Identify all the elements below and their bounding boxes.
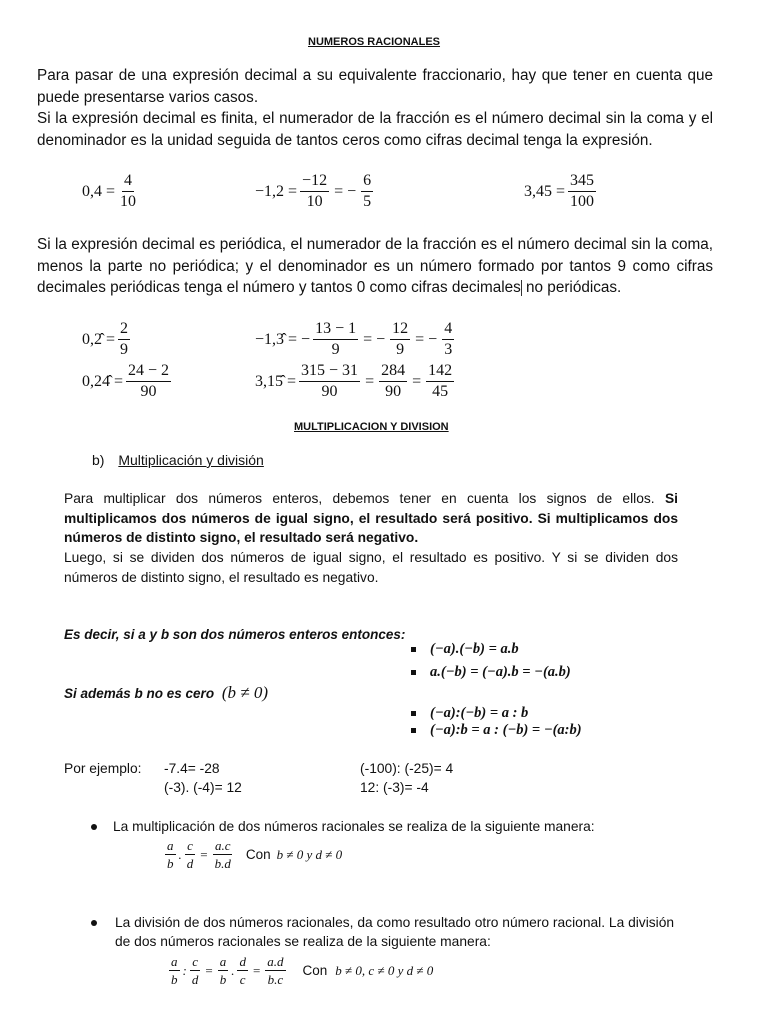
fraction xyxy=(568,172,596,211)
operator: : xyxy=(182,962,187,978)
fraction xyxy=(361,172,373,211)
numerator: 345 xyxy=(568,172,596,192)
denominator: 90 xyxy=(321,383,338,400)
numerator: a xyxy=(167,838,174,853)
page-title: NUMEROS RACIONALES xyxy=(308,36,441,48)
fraction xyxy=(190,954,201,987)
operator: = − xyxy=(334,182,357,200)
numerator: a.c xyxy=(214,838,231,853)
condition: b ≠ 0, c ≠ 0 y d ≠ 0 xyxy=(335,962,434,978)
fraction xyxy=(299,362,360,401)
equation-lhs: 3,45 = xyxy=(524,182,566,200)
numerator: 284 xyxy=(379,362,407,382)
example-3: (-3). (-4)= 12 xyxy=(164,780,242,795)
formula-math xyxy=(166,954,289,987)
numerator: −12 xyxy=(300,172,329,192)
denominator: b xyxy=(171,972,178,987)
example-1: -7.4= -28 xyxy=(164,761,220,776)
si-ademas-text: Si además b no es cero xyxy=(64,686,215,701)
numerator: 315 − 31 xyxy=(299,362,360,382)
fraction xyxy=(165,838,176,871)
numerator: 2 xyxy=(118,320,130,340)
fraction xyxy=(218,954,229,987)
denominator: 9 xyxy=(331,341,340,358)
bullet-division xyxy=(91,914,691,951)
subheading-title: Multiplicación y división xyxy=(118,452,264,468)
bullet-square xyxy=(411,670,416,675)
denominator: 10 xyxy=(120,193,137,210)
fraction xyxy=(213,838,233,871)
denominator: c xyxy=(239,972,246,987)
numerator: a xyxy=(219,954,227,969)
es-decir-line: Es decir, si a y b son dos números enteros entonces: xyxy=(64,627,406,642)
periodic-example-4 xyxy=(255,362,457,401)
operator: = xyxy=(252,962,261,978)
fraction xyxy=(426,362,454,401)
equation-lhs: −1,3̂ = − xyxy=(255,330,311,348)
intro-paragraph: Para pasar de una expresión decimal a su equivalente fraccionario, hay que tener en cuenta que puede presentarse varios casos. xyxy=(37,67,713,106)
denominator: 90 xyxy=(385,383,402,400)
periodic-example-3 xyxy=(82,362,174,401)
denominator: b.c xyxy=(267,972,284,987)
periodic-example-2 xyxy=(255,320,457,359)
rule-text: (−a):(−b) = a : b xyxy=(430,705,529,721)
fraction xyxy=(185,838,196,871)
fraction xyxy=(118,172,138,211)
periodic-example-1 xyxy=(82,320,133,359)
bullet-dot xyxy=(91,824,97,830)
example-2: (-100): (-25)= 4 xyxy=(360,761,454,776)
numerator: 24 − 2 xyxy=(126,362,171,382)
fraction xyxy=(442,320,454,359)
fraction xyxy=(237,954,248,987)
denominator: 10 xyxy=(306,193,323,210)
rule-1 xyxy=(411,641,519,658)
con-label: Con xyxy=(245,847,271,862)
numerator: c xyxy=(187,838,193,853)
operator: = xyxy=(365,372,375,390)
denominator: 9 xyxy=(396,341,405,358)
bullet-text: La multiplicación de dos números racionales se realiza de la siguiente manera: xyxy=(113,819,595,834)
bullet-multiplication xyxy=(91,819,595,834)
denominator: 3 xyxy=(444,341,453,358)
denominator: 5 xyxy=(363,193,372,210)
fraction xyxy=(379,362,407,401)
numerator: d xyxy=(239,954,246,969)
finite-rule-paragraph: Si la expresión decimal es finita, el numerador de la fracción es el número decimal sin la coma y el denominador es la unidad seguida de tantos ceros como cifras decimal tenga la expresión. xyxy=(37,110,713,149)
division-formula xyxy=(166,954,433,987)
division-paragraph: Luego, si se dividen dos números de igual signo, el resultado es positivo. Y si se dividen dos números de distinto signo, el resultado es negativo. xyxy=(64,550,678,585)
numerator: 4 xyxy=(122,172,134,192)
equation-lhs: 0,24̂ = xyxy=(82,372,124,390)
si-ademas-line xyxy=(64,683,268,703)
periodic-rule-tail: no periódicas. xyxy=(526,279,622,297)
fraction xyxy=(313,320,358,359)
denominator: d xyxy=(186,856,194,871)
bullet-square xyxy=(411,647,416,652)
numerator: 12 xyxy=(390,320,410,340)
bullet-square xyxy=(411,728,416,733)
denominator: 9 xyxy=(120,341,129,358)
finite-example-1 xyxy=(82,172,141,211)
fraction xyxy=(300,172,329,211)
example-label: Por ejemplo: xyxy=(64,761,142,776)
section-title: MULTIPLICACION Y DIVISION xyxy=(294,421,449,433)
numerator: a xyxy=(171,954,178,969)
rule-4 xyxy=(411,722,582,739)
subheading xyxy=(92,452,264,468)
equation-lhs: 0,4 = xyxy=(82,182,116,200)
example-4: 12: (-3)= -4 xyxy=(360,780,429,795)
fraction xyxy=(390,320,410,359)
numerator: 142 xyxy=(426,362,454,382)
multiplication-paragraph xyxy=(64,489,678,548)
numerator: 4 xyxy=(442,320,454,340)
numerator: c xyxy=(192,954,198,969)
denominator: b.d xyxy=(214,856,231,871)
operator: = xyxy=(412,372,422,390)
equation-lhs: 3,15̂ = xyxy=(255,372,297,390)
denominator: 90 xyxy=(140,383,157,400)
denominator: 45 xyxy=(432,383,449,400)
numerator: 13 − 1 xyxy=(313,320,358,340)
multiplication-text: Para multiplicar dos números enteros, debemos tener en cuenta los signos de ellos. xyxy=(64,491,655,506)
equation-lhs: −1,2 = xyxy=(255,182,298,200)
sign-rule-bold: Si multiplicamos dos números de igual signo, el resultado será positivo. Si multiplicamos dos números de distinto signo, el resultado será negativo. xyxy=(64,491,678,545)
operator: = − xyxy=(415,330,438,348)
operator: . xyxy=(231,962,235,978)
b-not-zero: (b ≠ 0) xyxy=(221,683,268,702)
denominator: b xyxy=(219,972,227,987)
rule-text: a.(−b) = (−a).b = −(a.b) xyxy=(430,664,571,680)
con-label: Con xyxy=(302,963,328,978)
rule-2 xyxy=(411,664,571,681)
denominator: b xyxy=(167,856,174,871)
operator: . xyxy=(178,846,182,862)
bullet-square xyxy=(411,711,416,716)
multiplication-formula xyxy=(162,838,342,871)
rule-text: (−a):b = a : (−b) = −(a:b) xyxy=(430,722,582,738)
condition: b ≠ 0 y d ≠ 0 xyxy=(276,846,343,862)
rule-text: (−a).(−b) = a.b xyxy=(430,641,519,657)
numerator: a.d xyxy=(267,954,284,969)
text-cursor xyxy=(521,280,522,296)
rule-3 xyxy=(411,705,528,722)
periodic-rule-paragraph xyxy=(37,234,713,299)
fraction xyxy=(126,362,171,401)
denominator: d xyxy=(191,972,199,987)
bullet-dot xyxy=(91,920,97,926)
formula-math xyxy=(162,838,236,871)
operator: = xyxy=(205,962,213,978)
denominator: 100 xyxy=(570,193,595,210)
subheading-label: b) xyxy=(92,452,105,468)
finite-example-3 xyxy=(524,172,599,211)
equation-lhs: 0,2̂ = xyxy=(82,330,116,348)
operator: = − xyxy=(363,330,386,348)
bullet-text: La división de dos números racionales, da como resultado otro número racional. La división de dos números racionales se realiza de la siguiente manera: xyxy=(115,915,675,949)
operator: = xyxy=(200,846,208,862)
fraction xyxy=(265,954,285,987)
numerator: 6 xyxy=(361,172,373,192)
fraction xyxy=(169,954,180,987)
periodic-rule-text: Si la expresión decimal es periódica, el numerador de la fracción es el número decimal sin la coma, menos la parte no periódica; y el denominador es un número formado por tantos 9 como cifras decimales periódicas tenga el número y tantos 0 como cifras decimales xyxy=(37,236,713,297)
finite-example-2 xyxy=(255,172,376,211)
fraction xyxy=(118,320,130,359)
